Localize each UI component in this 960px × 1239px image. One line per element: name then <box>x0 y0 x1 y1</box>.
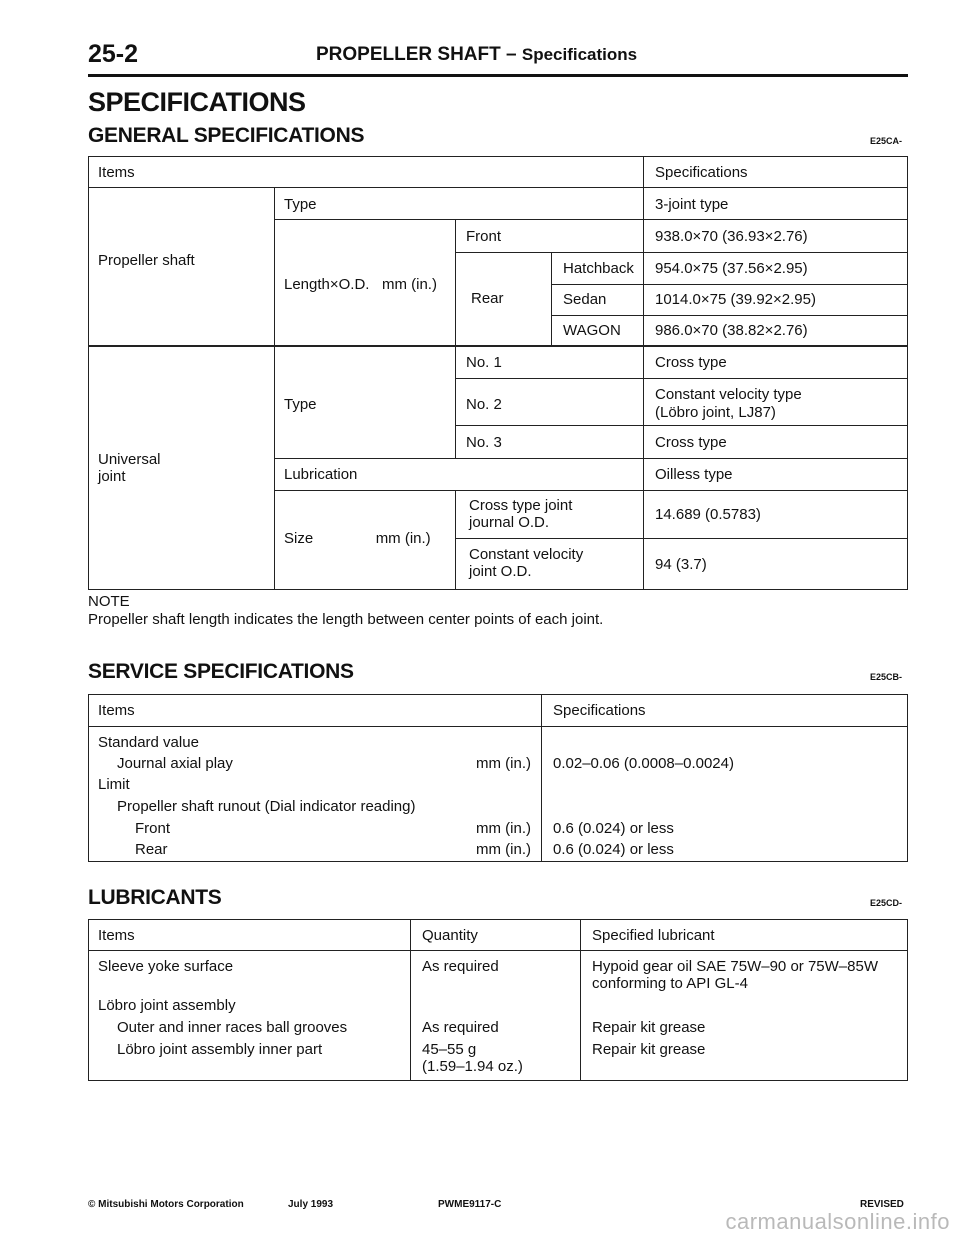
cross-joint-label-line1: Cross type joint <box>469 497 573 514</box>
rear-label: Rear <box>471 290 504 307</box>
gen-vline <box>551 252 552 345</box>
gen-hline <box>551 315 908 316</box>
gen-vline <box>455 345 456 458</box>
header-dash: – <box>500 44 522 65</box>
runout-front-value: 0.6 (0.024) or less <box>553 820 674 837</box>
ball-grooves-lub: Repair kit grease <box>592 1019 706 1036</box>
journal-unit: mm (in.) <box>476 755 531 772</box>
front-label: Front <box>466 228 502 245</box>
runout-rear-unit: mm (in.) <box>476 841 531 858</box>
sedan-label: Sedan <box>563 291 607 308</box>
svc-col-items: Items <box>98 702 135 719</box>
footer-doc-code: PWME9117-C <box>438 1199 502 1210</box>
gen-hline <box>455 538 908 539</box>
lub-col-lubricant: Specified lubricant <box>592 927 715 944</box>
runout-label: Propeller shaft runout (Dial indicator reading) <box>117 798 416 815</box>
inner-part-qty-line2: (1.59–1.94 oz.) <box>422 1058 523 1075</box>
gen-col-specs: Specifications <box>655 164 748 181</box>
hatchback-label: Hatchback <box>563 260 634 277</box>
gen-vline <box>643 156 644 590</box>
lobro-joint-item: Löbro joint assembly <box>98 997 236 1014</box>
gen-hline <box>455 252 908 253</box>
page-number: 25-2 <box>88 40 139 68</box>
lub-hline <box>88 950 908 951</box>
lub-col-items: Items <box>98 927 135 944</box>
page-header-title <box>316 44 637 66</box>
service-specifications-heading: SERVICE SPECIFICATIONS <box>88 660 354 683</box>
header-title: PROPELLER SHAFT <box>316 44 501 65</box>
no2-value-line1: Constant velocity type <box>655 386 802 403</box>
uj-type-label: Type <box>284 396 317 413</box>
ball-grooves-qty: As required <box>422 1019 499 1036</box>
type-value: 3-joint type <box>655 196 729 213</box>
gen-hline <box>455 425 908 426</box>
journal-axial-play-label: Journal axial play <box>117 755 233 772</box>
inner-part-lub: Repair kit grease <box>592 1041 706 1058</box>
sleeve-yoke-lub-line2: conforming to API GL-4 <box>592 975 748 992</box>
gen-hline <box>88 345 908 347</box>
sleeve-yoke-qty: As required <box>422 958 499 975</box>
ball-grooves-item: Outer and inner races ball grooves <box>117 1019 348 1036</box>
lubricants-heading: LUBRICANTS <box>88 886 222 909</box>
general-spec-code: E25CA- <box>870 136 903 146</box>
front-value: 938.0×70 (36.93×2.76) <box>655 228 808 245</box>
universal-joint-label: Universal joint <box>98 451 161 485</box>
runout-front-label: Front <box>135 820 171 837</box>
no2-value-line2: (Löbro joint, LJ87) <box>655 404 776 421</box>
svc-vline <box>541 694 542 862</box>
gen-vline <box>455 219 456 345</box>
gen-hline <box>551 284 908 285</box>
no2-label: No. 2 <box>466 396 502 413</box>
sleeve-yoke-lub-line1: Hypoid gear oil SAE 75W–90 or 75W–85W <box>592 958 878 975</box>
standard-value-label: Standard value <box>98 734 199 751</box>
cv-joint-label-line1: Constant velocity <box>469 546 584 563</box>
note-label: NOTE <box>88 593 130 610</box>
wagon-label: WAGON <box>563 322 621 339</box>
footer-copyright: © Mitsubishi Motors Corporation <box>88 1199 244 1210</box>
service-spec-code: E25CB- <box>870 672 903 682</box>
inner-part-item: Löbro joint assembly inner part <box>117 1041 323 1058</box>
wagon-value: 986.0×70 (38.82×2.76) <box>655 322 808 339</box>
lub-vline <box>580 919 581 1081</box>
footer-date: July 1993 <box>288 1199 334 1210</box>
gen-hline <box>274 458 908 459</box>
inner-part-qty-line1: 45–55 g <box>422 1041 477 1058</box>
no1-value: Cross type <box>655 354 727 371</box>
header-rule <box>88 74 908 77</box>
svc-col-specs: Specifications <box>553 702 646 719</box>
gen-vline <box>274 187 275 590</box>
sedan-value: 1014.0×75 (39.92×2.95) <box>655 291 816 308</box>
header-subtitle: Specifications <box>521 45 638 64</box>
cross-joint-value: 14.689 (0.5783) <box>655 506 761 523</box>
cv-joint-value: 94 (3.7) <box>655 556 707 573</box>
site-watermark: carmanualsonline.info <box>725 1209 950 1234</box>
gen-hline <box>88 187 908 188</box>
length-label: Length×O.D. mm (in.) <box>284 276 437 293</box>
note-text: Propeller shaft length indicates the length between center points of each joint. <box>88 611 604 628</box>
gen-vline <box>455 490 456 590</box>
specifications-heading: SPECIFICATIONS <box>88 87 306 117</box>
journal-axial-play-value: 0.02–0.06 (0.0008–0.0024) <box>553 755 734 772</box>
hatchback-value: 954.0×75 (37.56×2.95) <box>655 260 808 277</box>
sleeve-yoke-item: Sleeve yoke surface <box>98 958 234 975</box>
type-label: Type <box>284 196 317 213</box>
cross-joint-label-line2: journal O.D. <box>469 514 550 531</box>
gen-col-items: Items <box>98 164 135 181</box>
runout-front-unit: mm (in.) <box>476 820 531 837</box>
lub-col-quantity: Quantity <box>422 927 478 944</box>
runout-rear-label: Rear <box>135 841 168 858</box>
lubrication-value: Oilless type <box>655 466 733 483</box>
no3-value: Cross type <box>655 434 727 451</box>
lubrication-label: Lubrication <box>284 466 358 483</box>
size-label: Size mm (in.) <box>284 530 431 547</box>
gen-hline <box>455 378 908 379</box>
no1-label: No. 1 <box>466 354 502 371</box>
propeller-shaft-label: Propeller shaft <box>98 252 195 269</box>
no3-label: No. 3 <box>466 434 502 451</box>
lubricants-code: E25CD- <box>870 898 903 908</box>
footer-status: REVISED <box>860 1199 904 1210</box>
cv-joint-label-line2: joint O.D. <box>469 563 532 580</box>
runout-rear-value: 0.6 (0.024) or less <box>553 841 674 858</box>
gen-hline <box>274 490 908 491</box>
gen-hline <box>274 219 908 220</box>
limit-label: Limit <box>98 776 130 793</box>
svc-hline <box>88 726 908 727</box>
general-specifications-heading: GENERAL SPECIFICATIONS <box>88 124 365 147</box>
lub-vline <box>410 919 411 1081</box>
